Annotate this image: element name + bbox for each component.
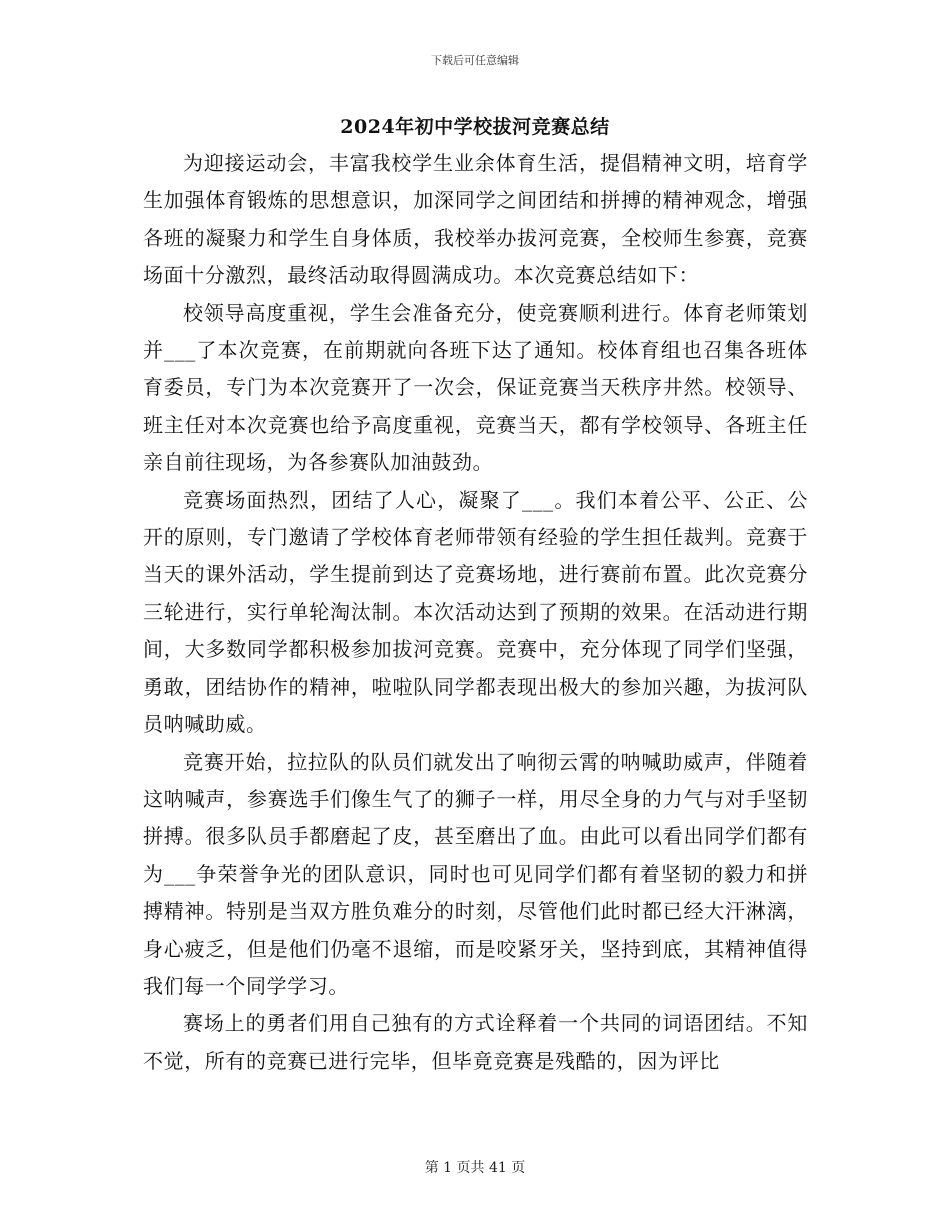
document-title: 2024年初中学校拔河竞赛总结 [340, 116, 610, 138]
paragraph-1: 为迎接运动会，丰富我校学生业余体育生活，提倡精神文明，培育学生加强体育锻炼的思想意识，加深同学之间团结和拼搏的精神观念，增强各班的凝聚力和学生自身体质，我校举办拔河竞赛，全校师生参赛，竞赛场面十分激烈，最终活动取得圆满成功。本次竞赛总结如下： [143, 151, 808, 288]
paragraph-5: 赛场上的勇者们用自己独有的方式诠释着一个共同的词语团结。不知不觉，所有的竞赛已进行完毕，但毕竟竞赛是残酷的，因为评比 [143, 1011, 808, 1073]
paragraph-3: 竞赛场面热烈，团结了人心，凝聚了___。我们本着公平、公正、公开的原则，专门邀请了学校体育老师带领有经验的学生担任裁判。竞赛于当天的课外活动，学生提前到达了竞赛场地，进行赛前布置。此次竞赛分三轮进行，实行单轮淘汰制。本次活动达到了预期的效果。在活动进行期间，大多数同学都积极参加拔河竞赛。竞赛中，充分体现了同学们坚强，勇敢，团结协作的精神，啦啦队同学都表现出极大的参加兴趣，为拔河队员呐喊助威。 [143, 487, 808, 737]
paragraph-2: 校领导高度重视，学生会准备充分，使竞赛顺利进行。体育老师策划并___了本次竞赛，在前期就向各班下达了通知。校体育组也召集各班体育委员，专门为本次竞赛开了一次会，保证竞赛当天秩序井然。校领导、班主任对本次竞赛也给予高度重视，竞赛当天，都有学校领导、各班主任亲自前往现场，为各参赛队加油鼓劲。 [143, 300, 808, 475]
page-number: 第 1 页共 41 页 [424, 1160, 526, 1176]
header-note: 下载后可任意编辑 [431, 54, 519, 67]
paragraph-4: 竞赛开始，拉拉队的队员们就发出了响彻云霄的呐喊助威声，伴随着这呐喊声，参赛选手们像生气了的狮子一样，用尽全身的力气与对手坚韧拼搏。很多队员手都磨起了皮，甚至磨出了血。由此可以看出同学们都有为___争荣誉争光的团队意识，同时也可见同学们都有着坚韧的毅力和拼搏精神。特别是当双方胜负难分的时刻，尽管他们此时都已经大汗淋漓，身心疲乏，但是他们仍毫不退缩，而是咬紧牙关，坚持到底，其精神值得我们每一个同学学习。 [143, 749, 808, 998]
document-body [143, 145, 808, 1080]
